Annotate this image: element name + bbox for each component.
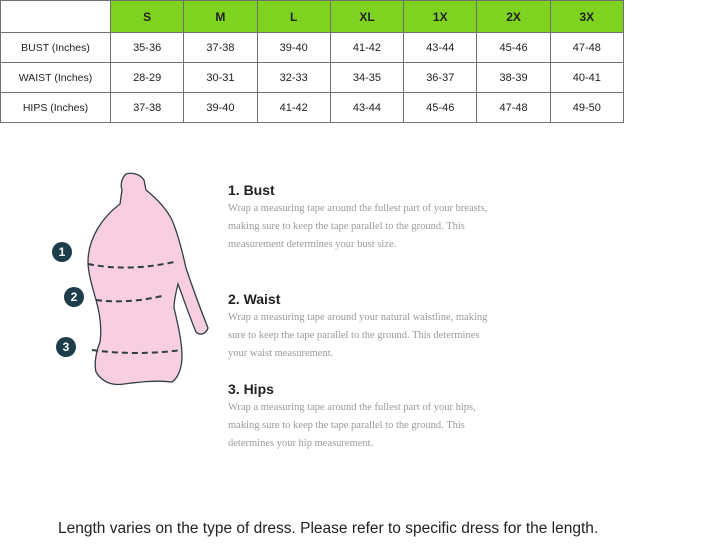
table-cell: 45-46 xyxy=(404,93,477,123)
bust-number-badge xyxy=(52,242,72,262)
table-cell: 28-29 xyxy=(111,63,184,93)
table-row-bust xyxy=(1,33,624,63)
row-label-waist: WAIST (Inches) xyxy=(1,63,111,93)
body-silhouette-illustration xyxy=(48,168,223,390)
svg-text:3: 3 xyxy=(62,340,70,354)
step-title-waist: 2. Waist xyxy=(228,291,281,307)
table-cell: 47-48 xyxy=(550,33,623,63)
size-header-3x: 3X xyxy=(550,1,623,33)
size-header-s: S xyxy=(111,1,184,33)
table-cell: 49-50 xyxy=(550,93,623,123)
size-header-row xyxy=(1,1,624,33)
size-header-1x: 1X xyxy=(404,1,477,33)
table-row-hips xyxy=(1,93,624,123)
step-text-waist: Wrap a measuring tape around your natural waistline, making sure to keep the tape parallel to the ground. This determines your waist measurement. xyxy=(228,312,488,359)
row-label-hips: HIPS (Inches) xyxy=(1,93,111,123)
size-chart-table xyxy=(0,0,624,123)
length-footnote: Length varies on the type of dress. Please refer to specific dress for the length. xyxy=(58,520,599,537)
table-cell: 30-31 xyxy=(184,63,257,93)
table-cell: 47-48 xyxy=(477,93,550,123)
table-cell: 35-36 xyxy=(111,33,184,63)
step-bust xyxy=(228,182,493,253)
table-cell: 37-38 xyxy=(111,93,184,123)
header-corner-cell xyxy=(1,1,111,33)
table-cell: 45-46 xyxy=(477,33,550,63)
table-cell: 34-35 xyxy=(330,63,403,93)
size-header-xl: XL xyxy=(330,1,403,33)
table-cell: 32-33 xyxy=(257,63,330,93)
step-text-bust: Wrap a measuring tape around the fullest part of your breasts, making sure to keep the tape parallel to the ground. This measurement determines your bust size. xyxy=(228,203,488,250)
step-text-hips: Wrap a measuring tape around the fullest part of your hips, making sure to keep the tape parallel to the ground. This determines your hip measurement. xyxy=(228,402,476,449)
hips-number-badge xyxy=(56,337,76,357)
table-cell: 39-40 xyxy=(257,33,330,63)
size-header-2x: 2X xyxy=(477,1,550,33)
table-row-waist xyxy=(1,63,624,93)
table-cell: 41-42 xyxy=(330,33,403,63)
svg-text:1: 1 xyxy=(58,245,66,259)
body-measurement-figure xyxy=(48,168,223,390)
table-cell: 43-44 xyxy=(404,33,477,63)
waist-number-badge xyxy=(64,287,84,307)
table-cell: 43-44 xyxy=(330,93,403,123)
row-label-bust: BUST (Inches) xyxy=(1,33,111,63)
size-header-m: M xyxy=(184,1,257,33)
table-cell: 38-39 xyxy=(477,63,550,93)
svg-text:2: 2 xyxy=(70,290,78,304)
step-hips xyxy=(228,381,493,452)
step-title-bust: 1. Bust xyxy=(228,182,275,198)
table-cell: 36-37 xyxy=(404,63,477,93)
table-cell: 39-40 xyxy=(184,93,257,123)
body-silhouette xyxy=(88,173,208,384)
table-cell: 40-41 xyxy=(550,63,623,93)
step-title-hips: 3. Hips xyxy=(228,381,274,397)
step-waist xyxy=(228,291,493,362)
size-header-l: L xyxy=(257,1,330,33)
table-cell: 37-38 xyxy=(184,33,257,63)
table-cell: 41-42 xyxy=(257,93,330,123)
